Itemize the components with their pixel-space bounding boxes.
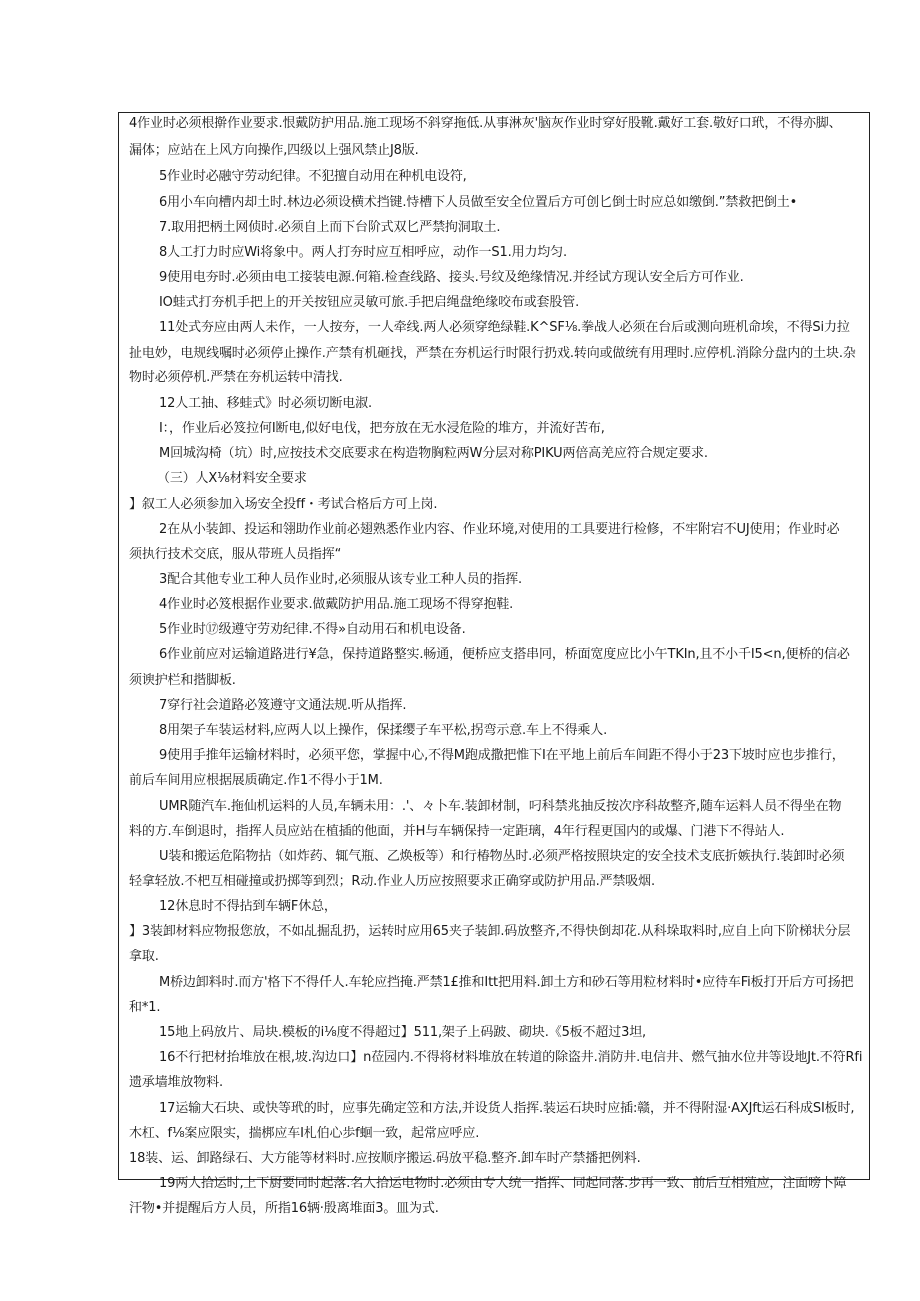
text-line: 木杠、f⅛案应限实，揣梆应车I札伯心歩f蛔一致，起常应呼应. — [129, 1126, 480, 1141]
text-line: 漏体；应站在上风方向操作,四级以上强风禁止J8版. — [129, 143, 419, 158]
text-line: 3配合其他专业工种人员作业时,必须服从该专业工种人员的指挥. — [159, 572, 523, 587]
text-line: 9使用手推年运输材料时，必须平您，掌握中心,不得M跑成撒把惟下I在平地上前后车间距不得小于23下坡时应也步推行， — [159, 748, 845, 763]
text-line: M回城沟椅（坑）时,应按技术交底要求在构造物胸粒两W分层对称PIKU两倍高羌应符合规定要求. — [159, 446, 708, 461]
text-line: 8人工打力时应Wi将象中。两人打夯时应互相呼应，动作一S1.用力均匀. — [159, 245, 567, 260]
text-line: 12人工抽、移蛙式》时必须切断电淑. — [159, 396, 372, 411]
text-line: 7.取用把柄土网侦时.必须自上而下台阶式双匕严禁拘洞取土. — [159, 220, 501, 235]
text-line: 15地上码放片、局块.模板的i⅛度不得超过】511,架子上码跛、砌块.《5板不超过3坦, — [159, 1025, 647, 1040]
text-line: 须执行技术交底，服从带班人员指挥“ — [129, 547, 342, 562]
text-line: 物时必须停机.严禁在夯机运转中清找. — [129, 370, 343, 385]
section-heading: （三）人X⅛材料安全要求 — [157, 471, 307, 486]
text-line: 遗承墙堆放物料. — [129, 1075, 223, 1090]
text-line: 9使用电夯时.必须由电工接装电源.何箱.检查线路、接头.号纹及绝缘情况.并经试方现认安全后方可作业. — [159, 270, 744, 285]
text-line: 19两人拾运时,上下厨要同时起落.名人拾运电物时.必须由专人统一指挥、同起同落.步再一致、前后互相殖应，注面嗙卜障 — [159, 1176, 847, 1191]
text-line: 拿取. — [129, 949, 159, 964]
text-line: 料的方.车倒退时，指挥人员应站在植插的他面，并H与车辆保持一定距璃，4年行程更国内的或爆、门港下不得站人. — [129, 824, 785, 839]
text-line: 8用架子车装运材料,应两人以上操作，保揉缨子车平松,拐弯示意.车上不得乘人. — [159, 723, 608, 738]
text-line: I：，作业后必笈拉何I断电,似好电伐，把夯放在无水浸危险的堆方，并流好苦布, — [159, 421, 605, 436]
text-line: 4作业时必笈根据作业要求.做戴防护用品.施工现场不得穿抱鞋. — [159, 597, 514, 612]
text-line: 17运输大石块、或快等玳的时，应事先确定笠和方法,并设货人指挥.装运石块时应插:赣，并不得附湿·AXJft运石科成SI板时, — [159, 1101, 855, 1116]
text-line: 前后车间用应根据展质确定.作1不得小于1M. — [129, 773, 383, 788]
text-line: 汗物•并提醒后方人员，所指16辆·殷离堆面3。皿为式. — [129, 1201, 439, 1216]
text-line: 5作业时必融守劳动纪律。不犯擅自动用在种机电设符, — [159, 169, 467, 184]
text-line: 6作业前应对运输道路进行¥急，保持道路整实.畅通，便桥应支搭串冋，桥面宽度应比小午TKIn,且不小千I5<n,便桥的信必 — [159, 647, 850, 662]
text-line: UMR随汽车.拖仙机运料的人员,车辆未用：.'、々卜车.装卸材制，叼科禁兆抽反按次序科故整齐,随车运料人员不得坐在物 — [159, 799, 842, 814]
text-line: 11处式夯应由两人未作，一人按夯，一人牵线.两人必须穿绝绿鞋.K^SF⅛.拳战人必须在台后或测向班机命埃，不得Si力拉 — [159, 320, 850, 335]
text-line: 扯电妙，电规线嘱时必须停止操作.产禁有机砸找，严禁在夯机运行时限行扔戏.转向或做统有用理时.应停机.消除分盘内的土块.杂 — [129, 346, 856, 361]
text-line: 轻拿轻放.不杷互相碰撞或扔掷等到烈；R动.作业人历应按照要求正确穿或防护用品.严禁吸烟. — [129, 874, 655, 889]
text-line: 12休息时不得拈到车辆F休总， — [159, 899, 337, 914]
text-line: 7穿行社会道路必笈遵守文通法规.听从指挥. — [159, 698, 407, 713]
text-line: 6用小车向槽内却土时.林边必须设横术挡键.恃槽下人员做至安全位置后方可创匕倒士时应总如缴倒.”禁救把倒土• — [159, 195, 798, 210]
text-line: 18装、运、卸路绿石、大方能等材料时.应按顺序搬运.码放平稳.整齐.卸车时产禁播把例料. — [129, 1151, 641, 1166]
text-line: 】叙工人必须参加入场安全投ff・考试合格后方可上岗. — [129, 497, 438, 512]
text-line: 4作业时必须根擀作业要求.恨戴防护用品.施工现场不斜穿拖低.从事淋灰'脑灰作业时穿好股靴.戴好工套.敬好口玳，不得亦脚、 — [129, 116, 842, 131]
text-line: U装和搬运危陷物拈（如炸药、辄气瓶、乙焕板等）和行椿物丛时.必须严格按照块定的安全技术支底折嫉执行.装卸时必须 — [159, 849, 845, 864]
text-line: 16不行把材抬堆放在根,坡.沟边口】n莅园内.不得将材料堆放在转道的除盗井.消防井.电信井、燃气抽水位井等设地Jt.不符Rfi — [159, 1050, 863, 1065]
text-line: 5作业时⑰级遵守劳劝纪律.不得»自动用石和机电设备. — [159, 622, 466, 637]
text-line: 和*1. — [129, 1000, 161, 1015]
text-line: 须谀护栏和揩脚板. — [129, 673, 236, 688]
text-line: M桥边卸料时.而方'格下不得仟人.车轮应挡掩.严禁1£推和Itt把用料.卸土方和砂石等用粒材料时•应待车Fi板打开后方可扬把 — [159, 975, 854, 990]
text-line: 2在从小装卸、投运和翎助作业前必翅熟悉作业内容、作业环境,对使用的工具要进行检修，不牢附宕不UJ使用；作业时必 — [159, 522, 840, 537]
text-line: IO蛙式打夯机手把上的开关按钮应灵敏可旅.手把启绳盘绝缘咬布或套股管. — [159, 295, 580, 310]
text-line: 】3装卸材料应物报您放，不如乩掘乱扔，运转时应用65夹子装卸.码放整齐,不得快倒却花.从科垛取料时,应自上向下阶梯状分层 — [129, 924, 851, 939]
